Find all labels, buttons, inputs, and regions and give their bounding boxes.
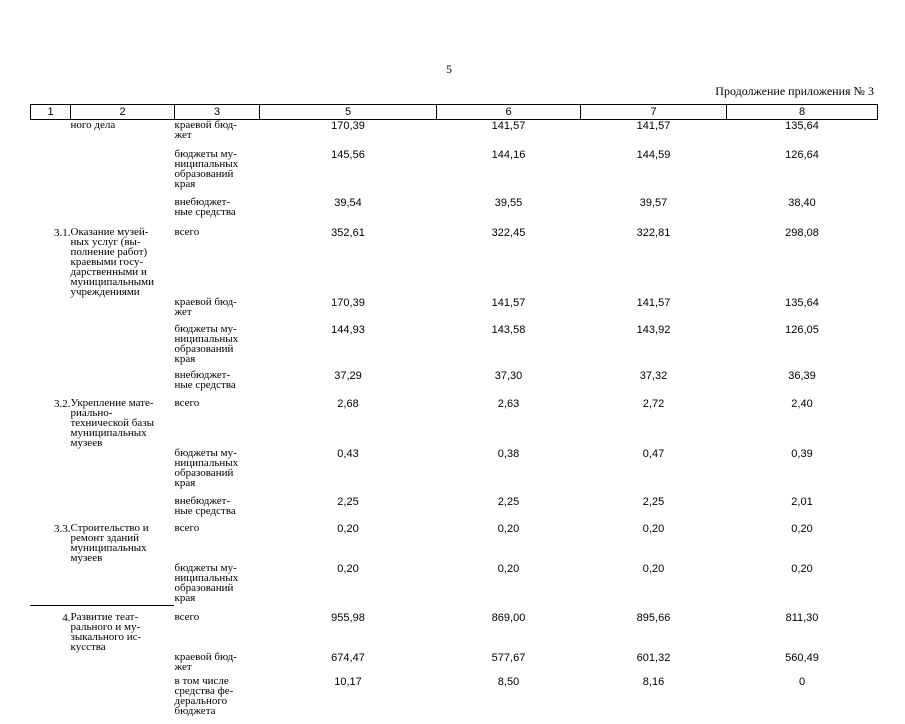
funding-source: внебюджет- ные средства <box>174 368 236 391</box>
table-row <box>31 523 878 563</box>
item-name: ного дела <box>70 119 116 131</box>
funding-source: бюджеты му- ниципальных образований края <box>174 446 239 489</box>
budget-table <box>30 104 878 724</box>
value-col-6: 869,00 <box>491 611 526 624</box>
row-number <box>31 197 71 227</box>
table-row <box>31 149 878 197</box>
value-col-5: 674,47 <box>331 651 365 664</box>
table-body <box>31 120 878 724</box>
value-col-7: 2,25 <box>642 495 665 508</box>
value-col-6: 2,25 <box>497 495 520 508</box>
value-col-8: 38,40 <box>788 196 816 209</box>
value-col-8: 36,39 <box>788 369 816 382</box>
column-header: 1 <box>31 105 71 120</box>
value-col-5: 170,39 <box>331 296 365 309</box>
value-col-8: 0,20 <box>791 562 813 575</box>
value-col-5: 39,54 <box>334 196 362 209</box>
funding-source: в том числе средства фе- дерального бюджета <box>174 674 234 717</box>
value-col-8: 298,08 <box>785 226 819 239</box>
value-col-6: 322,45 <box>491 226 526 239</box>
row-number: 4. <box>62 611 71 624</box>
column-header: 2 <box>71 105 175 120</box>
table-row <box>31 297 878 324</box>
funding-source: бюджеты му- ниципальных образований края <box>174 322 239 365</box>
table-row <box>31 496 878 523</box>
funding-source: бюджеты му- ниципальных образований края <box>174 561 239 604</box>
value-col-5: 352,61 <box>331 226 365 239</box>
value-col-5: 170,39 <box>331 120 365 132</box>
funding-source: всего <box>174 225 200 238</box>
table-row <box>31 448 878 496</box>
value-col-6: 0,20 <box>497 522 520 535</box>
value-col-8: 560,49 <box>785 651 819 664</box>
row-number <box>31 120 71 149</box>
item-name: Развитие теат- рального и му- зыкального ис- кусства <box>70 610 142 653</box>
value-col-7: 0,20 <box>642 522 665 535</box>
value-col-6: 141,57 <box>491 296 526 309</box>
column-header: 3 <box>175 105 260 120</box>
funding-source: бюджеты му- ниципальных образований края <box>174 147 239 190</box>
table-row <box>31 197 878 227</box>
funding-source: всего <box>174 396 200 409</box>
value-col-8: 126,05 <box>785 323 819 336</box>
row-number <box>31 496 71 523</box>
column-header: 7 <box>581 105 727 120</box>
funding-source: всего <box>174 521 200 534</box>
value-col-7: 141,57 <box>636 296 671 309</box>
table-row <box>31 120 878 149</box>
value-col-5: 0,20 <box>337 562 359 575</box>
value-col-7: 141,57 <box>636 120 671 132</box>
page-number: 5 <box>446 62 452 76</box>
item-name <box>71 676 175 724</box>
value-col-6: 0,38 <box>497 447 520 460</box>
value-col-6: 141,57 <box>491 120 526 132</box>
table-row <box>31 227 878 297</box>
value-col-5: 37,29 <box>334 369 362 382</box>
value-col-8: 126,64 <box>785 148 819 161</box>
table-row <box>31 324 878 370</box>
item-name <box>71 448 175 496</box>
value-col-6: 39,55 <box>494 196 523 209</box>
value-col-7: 322,81 <box>636 226 671 239</box>
value-col-6: 8,50 <box>497 675 520 688</box>
value-col-7: 39,57 <box>639 196 668 209</box>
value-col-5: 144,93 <box>331 323 365 336</box>
item-name: Укрепление мате- риально- технической базы муниципальных музеев <box>70 396 155 449</box>
funding-source: краевой бюд- жет <box>174 295 237 318</box>
table-row <box>31 652 878 676</box>
table-row <box>31 676 878 724</box>
column-header: 5 <box>260 105 437 120</box>
value-col-8: 0,20 <box>791 522 813 535</box>
row-number <box>31 676 71 724</box>
column-header: 8 <box>727 105 878 120</box>
appendix-continuation-label: Продолжение приложения № 3 <box>715 84 874 98</box>
funding-source: краевой бюд- жет <box>174 119 237 141</box>
table-row <box>31 370 878 398</box>
funding-source: всего <box>174 610 200 623</box>
item-name <box>71 197 175 227</box>
table-row <box>31 398 878 448</box>
value-col-7: 2,72 <box>642 397 665 410</box>
item-name <box>71 370 175 398</box>
value-col-7: 601,32 <box>636 651 671 664</box>
value-col-5: 0,43 <box>337 447 359 460</box>
value-col-7: 0,20 <box>642 562 665 575</box>
value-col-6: 144,16 <box>491 148 526 161</box>
item-name <box>71 324 175 370</box>
value-col-6: 2,63 <box>497 397 520 410</box>
row-number <box>31 324 71 370</box>
funding-source: краевой бюд- жет <box>174 650 237 673</box>
row-number: 3.1. <box>54 226 71 239</box>
value-col-6: 143,58 <box>491 323 526 336</box>
value-col-8: 811,30 <box>785 611 819 624</box>
row-number <box>31 652 71 676</box>
table-header-row <box>31 105 878 120</box>
item-name <box>71 149 175 197</box>
item-name <box>71 297 175 324</box>
row-number: 3.3. <box>54 522 71 535</box>
item-name <box>71 652 175 676</box>
value-col-8: 2,01 <box>791 495 813 508</box>
item-name: Строительство и ремонт зданий муниципальных музеев <box>70 521 149 564</box>
value-col-7: 8,16 <box>642 675 665 688</box>
row-number <box>31 370 71 398</box>
value-col-5: 2,25 <box>337 495 359 508</box>
value-col-5: 955,98 <box>331 611 365 624</box>
row-number <box>31 149 71 197</box>
row-number: 3.2. <box>54 397 71 410</box>
row-number <box>31 297 71 324</box>
value-col-7: 0,47 <box>642 447 665 460</box>
value-col-6: 0,20 <box>497 562 520 575</box>
value-col-8: 0,39 <box>791 447 813 460</box>
column-header: 6 <box>437 105 581 120</box>
value-col-8: 135,64 <box>785 296 819 309</box>
value-col-8: 2,40 <box>791 397 813 410</box>
funding-source: внебюджет- ные средства <box>174 494 236 517</box>
table-row <box>31 612 878 652</box>
value-col-8: 135,64 <box>785 120 819 132</box>
value-col-5: 0,20 <box>337 522 359 535</box>
item-name <box>71 496 175 523</box>
value-col-7: 895,66 <box>636 611 671 624</box>
value-col-7: 143,92 <box>636 323 671 336</box>
value-col-8: 0 <box>798 675 806 688</box>
item-name: Оказание музей- ных услуг (вы- полнение работ) краевыми госу- дарственными и муниципальными учреждениями <box>70 225 155 298</box>
value-col-6: 37,30 <box>494 369 523 382</box>
value-col-7: 144,59 <box>636 148 671 161</box>
value-col-5: 2,68 <box>337 397 359 410</box>
footnote-separator <box>30 605 174 606</box>
value-col-5: 145,56 <box>331 148 365 161</box>
value-col-7: 37,32 <box>639 369 668 382</box>
value-col-6: 577,67 <box>491 651 526 664</box>
value-col-5: 10,17 <box>334 675 362 688</box>
funding-source: внебюджет- ные средства <box>174 195 236 218</box>
row-number <box>31 448 71 496</box>
